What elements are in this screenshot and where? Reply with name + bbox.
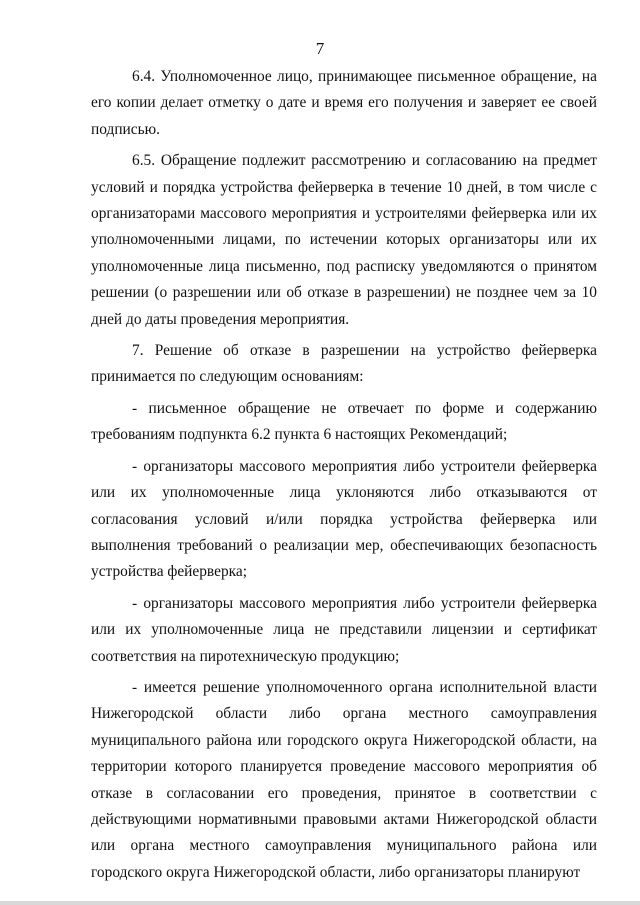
page-number: 7 — [315, 39, 325, 58]
list-item-avoid-approval: - организаторы массового мероприятия либо устроители фейерверка или их уполномоченные лица уклоняются либо отказываются от согласования условий и/или порядка устройства фейерверка или выполнения требований о реализации мер, обеспечивающих безопасность устройства фейерверка; — [91, 457, 597, 581]
document-body — [91, 64, 597, 891]
paragraph-7: 7. Решение об отказе в разрешении на устройство фейерверка принимается по следующим основаниям: — [91, 342, 597, 386]
list-item-form-requirements: - письменное обращение не отвечает по форме и содержанию требованиям подпункта 6.2 пункта 6 настоящих Рекомендаций; — [91, 399, 597, 444]
paragraph-6-4: 6.4. Уполномоченное лицо, принимающее письменное обращение, на его копии делает отметку о дате и время его получения и заверяет ее своей подписью. — [91, 68, 597, 138]
list-item-authority-decision: - имеется решение уполномоченного органа исполнительной власти Нижегородской области либо органа местного самоуправления муниципального района или городского округа Нижегородской области, на территории которого планируется проведение массового мероприятия об отказе в согласовании его проведения, принятое в соответствии с действующими нормативными правовыми актами Нижегородской области или органа местного самоуправления муниципального района или городского округа Нижегородской области, либо организаторы планируют — [91, 678, 597, 881]
paragraph-6-5: 6.5. Обращение подлежит рассмотрению и согласованию на предмет условий и порядка устройства фейерверка в течение 10 дней, в том числе с организаторами массового мероприятия и устроителями фейерверка или их уполномоченными лицами, по истечении которых организаторы или их уполномоченные лица письменно, под расписку уведомляются о принятом решении (о разрешении или об отказе в разрешении) не позднее чем за 10 дней до даты проведения мероприятия. — [91, 152, 597, 328]
list-item-no-license: - организаторы массового мероприятия либо устроители фейерверка или их уполномоченные лица не представили лицензии и сертификат соответствия на пиротехническую продукцию; — [91, 594, 597, 665]
scan-edge-divider — [0, 901, 640, 905]
